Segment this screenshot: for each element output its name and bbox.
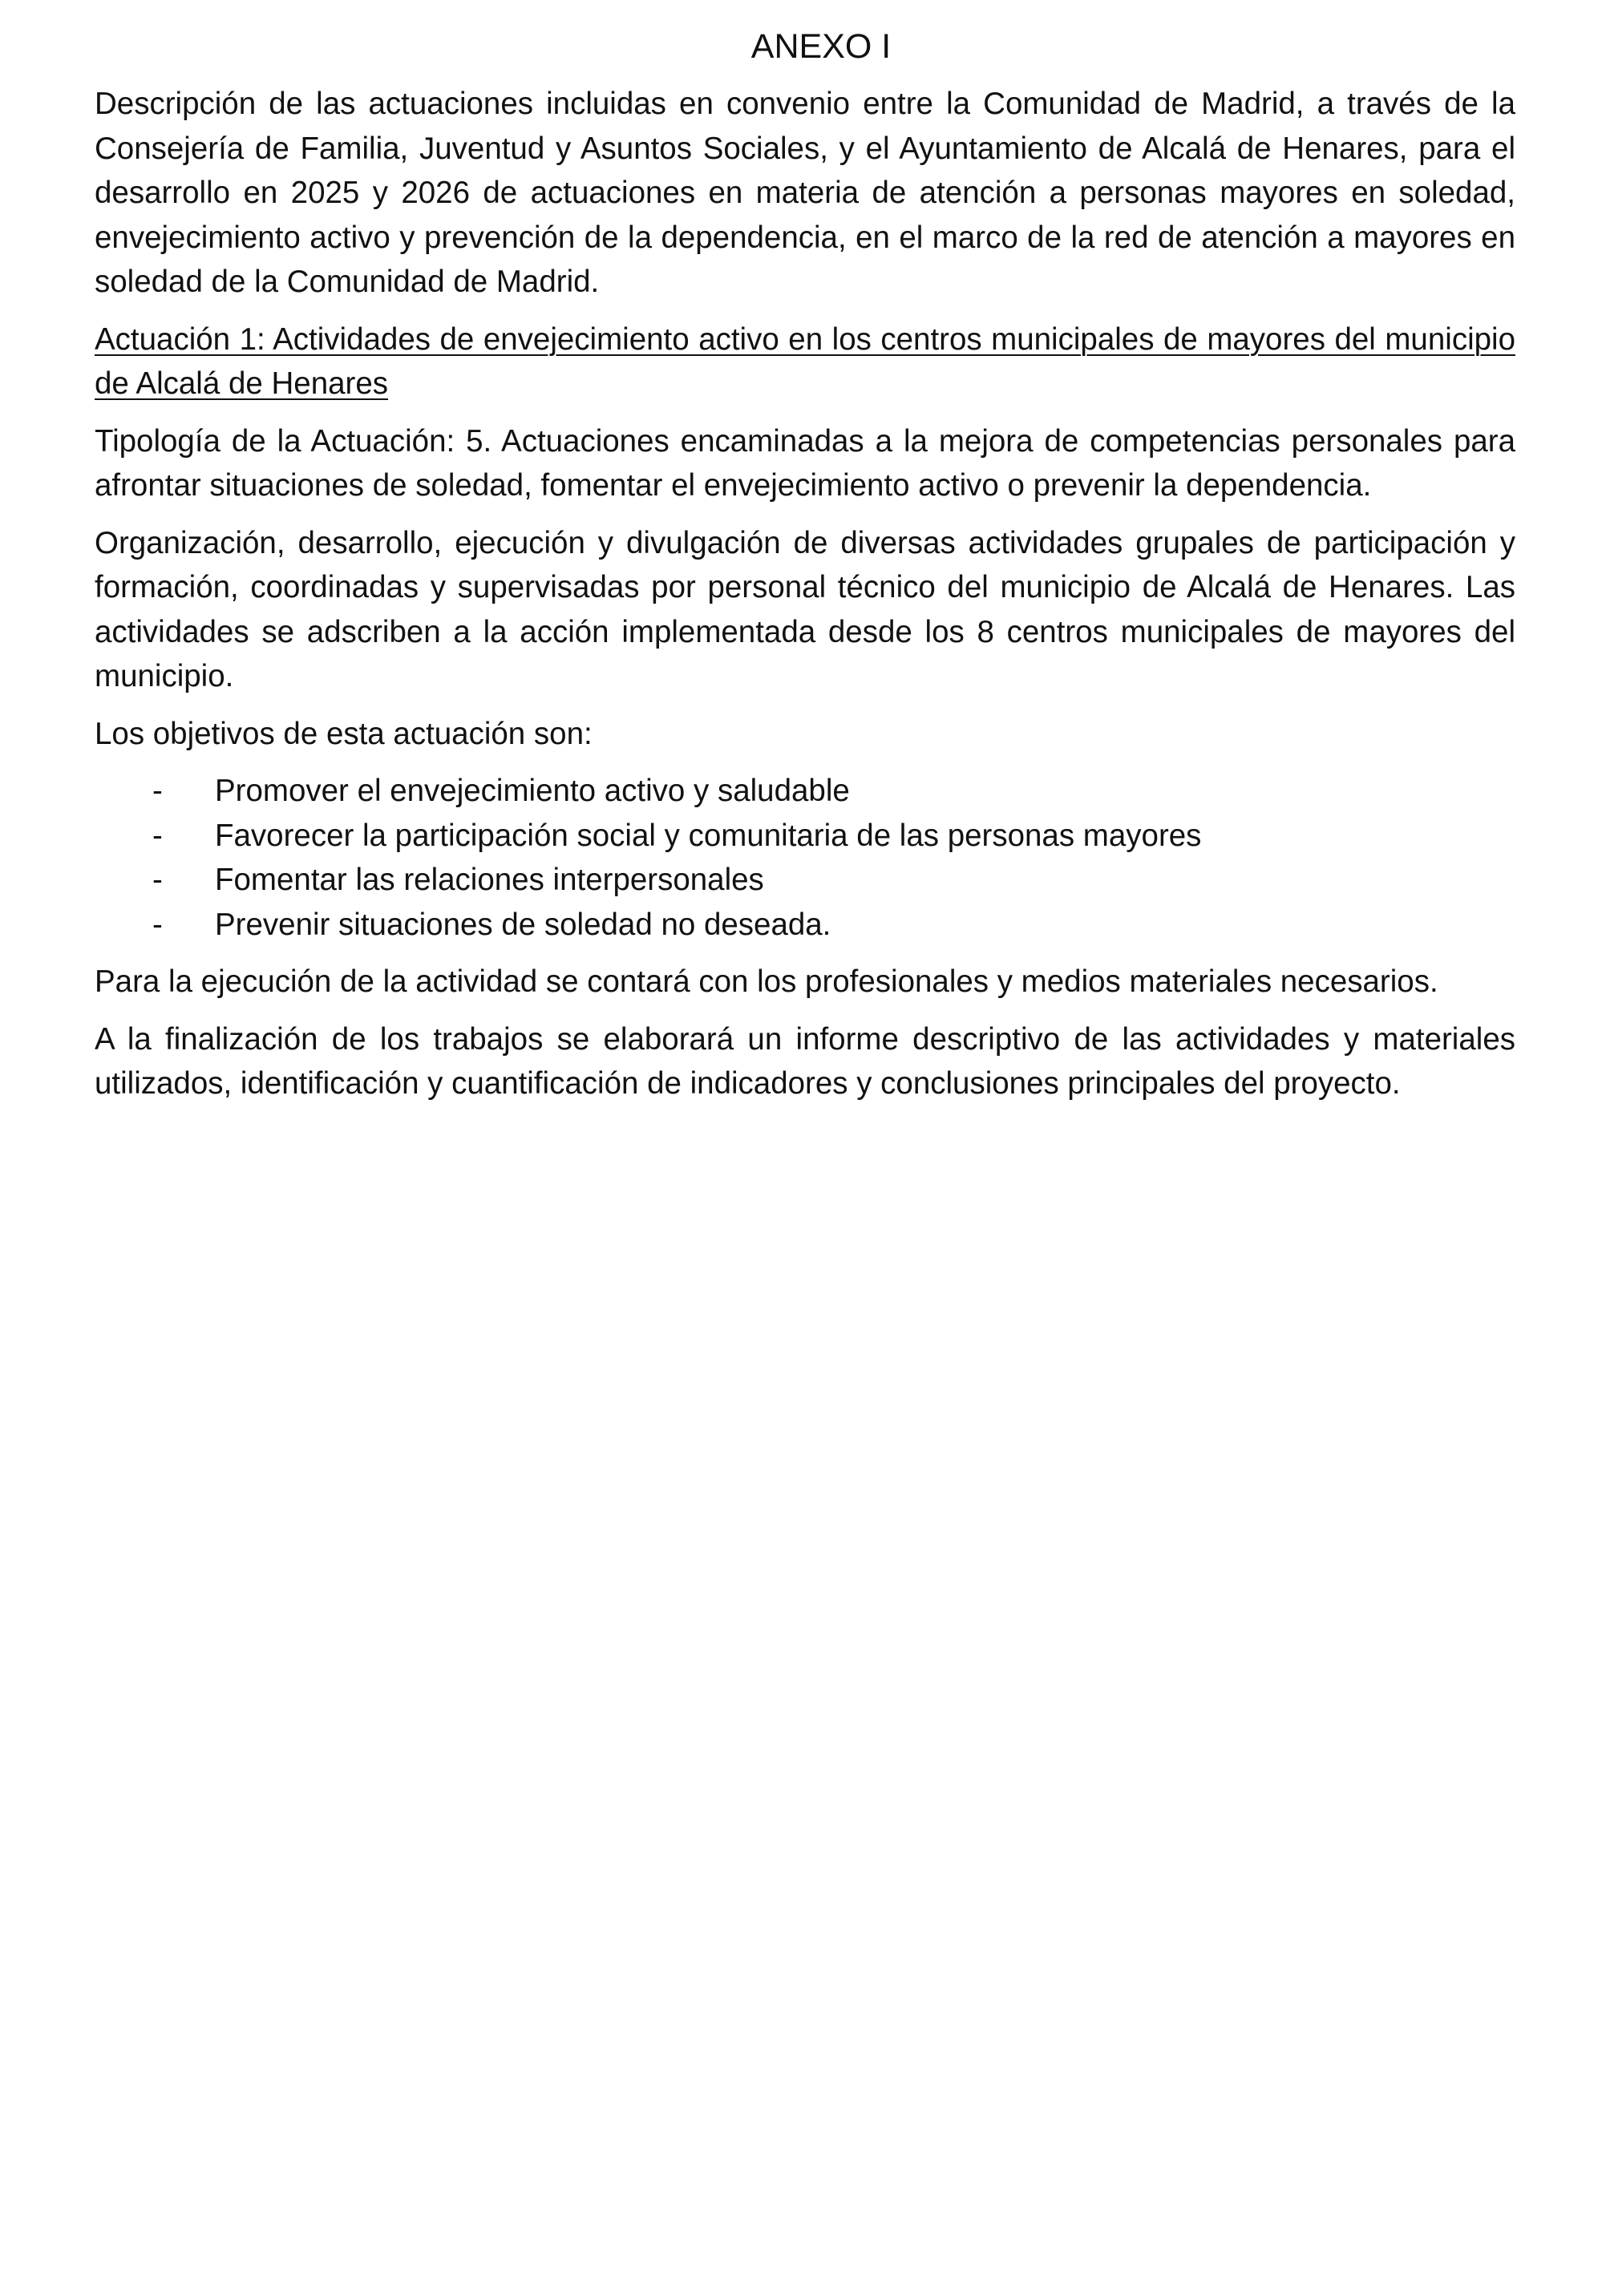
document-body: [95, 22, 1515, 1119]
organizacion-paragraph: Organización, desarrollo, ejecución y divulgación de diversas actividades grupales de participación y formación, coordinadas y supervisadas por personal técnico del municipio de Alcalá de Henares. Las actividades se adscriben a la acción implementada desde los 8 centros municipales de mayores del municipio.: [95, 525, 1515, 693]
page-title: ANEXO I: [750, 27, 892, 66]
list-item-text: Promover el envejecimiento activo y saludable: [215, 774, 850, 808]
list-item-text: Fomentar las relaciones interpersonales: [215, 863, 764, 897]
bullet-dash: -: [152, 863, 163, 897]
bullet-dash: -: [152, 774, 163, 808]
list-item: [95, 769, 1515, 814]
bullet-dash: -: [152, 907, 163, 942]
intro-paragraph: Descripción de las actuaciones incluidas en convenio entre la Comunidad de Madrid, a través de la Consejería de Familia, Juventud y Asuntos Sociales, y el Ayuntamiento de Alcalá de Henares, para el desarrollo en 2025 y 2026 de actuaciones en materia de atención a personas mayores en soledad, envejecimiento activo y prevención de la dependencia, en el marco de la red de atención a mayores en soledad de la Comunidad de Madrid.: [95, 87, 1515, 299]
tipologia-paragraph: Tipología de la Actuación: 5. Actuaciones encaminadas a la mejora de competencias personales para afrontar situaciones de soledad, fomentar el envejecimiento activo o prevenir la dependencia.: [95, 423, 1515, 503]
list-item: [95, 903, 1515, 948]
ejecucion-paragraph: Para la ejecución de la actividad se contará con los profesionales y medios materiales necesarios.: [95, 964, 1438, 999]
objetivos-intro: Los objetivos de esta actuación son:: [95, 716, 593, 751]
objectives-list: [95, 769, 1515, 947]
list-item: [95, 858, 1515, 903]
list-item-text: Prevenir situaciones de soledad no deseada.: [215, 907, 831, 942]
list-item: [95, 814, 1515, 859]
list-item-text: Favorecer la participación social y comunitaria de las personas mayores: [215, 818, 1202, 853]
bullet-dash: -: [152, 818, 163, 853]
finalizacion-paragraph: A la finalización de los trabajos se elaborará un informe descriptivo de las actividades y materiales utilizados, identificación y cuantificación de indicadores y conclusiones principales del proyecto.: [95, 1021, 1515, 1101]
actuacion-heading: Actuación 1: Actividades de envejecimiento activo en los centros municipales de mayores del municipio de Alcalá de Henares: [95, 321, 1515, 401]
